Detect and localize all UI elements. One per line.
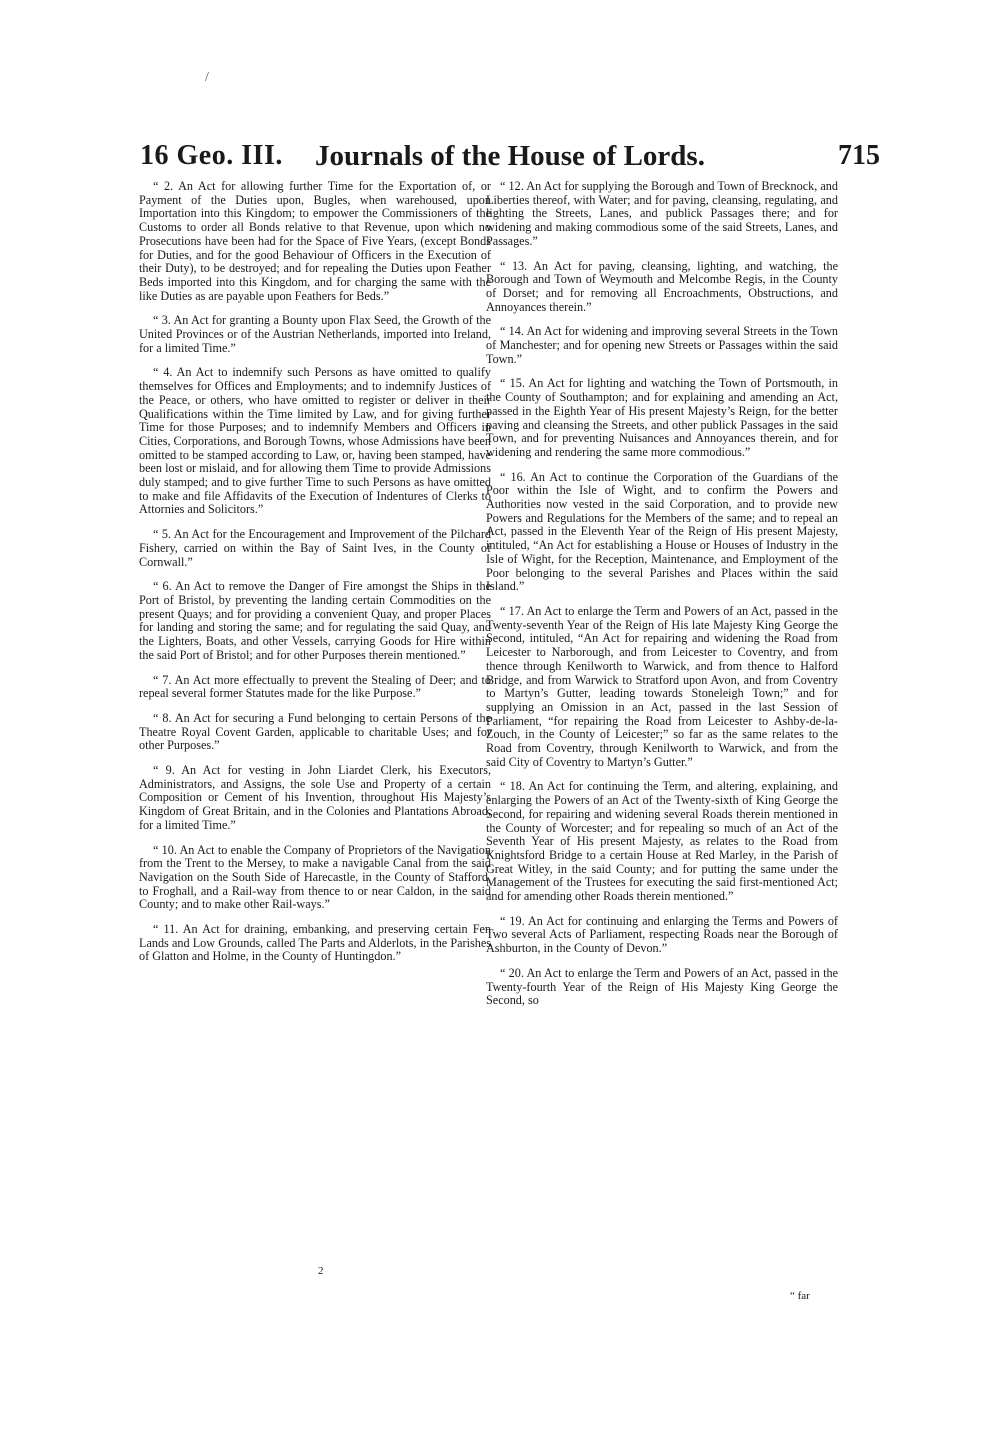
act-entry: “ 7. An Act more effectually to prevent the Stealing of Deer; and to repeal several former Statutes made for the like Purpose.” <box>139 672 491 701</box>
act-entry: “ 11. An Act for draining, embanking, and preserving certain Fen Lands and Low Grounds, called The Parts and Alderlots, in the Parishes of Glatton and Holme, in the County of Huntingdon.” <box>139 922 491 964</box>
signature-mark: 2 <box>318 1265 324 1277</box>
regnal-year: 16 Geo. III. <box>140 140 283 171</box>
act-entry: “ 13. An Act for paving, cleansing, lighting, and watching, the Borough and Town of Weymouth and Melcombe Regis, in the County of Dorset; and for removing all Encroachments, Obstructions, and Annoyances therein.” <box>486 258 838 314</box>
act-entry: “ 4. An Act to indemnify such Persons as have omitted to qualify themselves for Offices and Employments; and to indemnify Justices of the Peace, or others, who have omitted to register or deliver in their Qualifications within the Time limited by Law, and for giving further Time for those Purposes; and to indemnify Members and Officers in Cities, Corporations, and Borough Towns, whose Admissions have been omitted to be stamped according to Law, or, having been stamped, have been lost or mislaid, and for allowing them Time to provide Admissions duly stamped; and to give further Time to such Persons as have omitted to make and file Affidavits of the Execution of Indentures of Clerks to Attornies and Solicitors.” <box>139 365 491 517</box>
act-entry: “ 14. An Act for widening and improving several Streets in the Town of Manchester; and for opening new Streets or Passages within the said Town.” <box>486 324 838 366</box>
act-entry: “ 2. An Act for allowing further Time for the Exportation of, or Payment of the Duties upon, Bugles, when warehoused, upon Importation into this Kingdom; to empower the Commissioners of the Customs to order all Bonds relative to that Revenue, upon which no Prosecutions have been had for the Space of Five Years, (except Bonds for Duties, and for the good Behaviour of Officers in the Execution of their Duty), to be destroyed; and for repealing the Duties upon Feather Beds imported into this Kingdom, and for charging the same with the like Duties as are payable upon Feathers for Beds.” <box>139 179 491 303</box>
act-entry: “ 6. An Act to remove the Danger of Fire amongst the Ships in the Port of Bristol, by preventing the landing certain Commodities on the present Quays; and for providing a convenient Quay, and proper Places for landing and storing the same; and for regulating the said Quay, and the Lighters, Boats, and other Vessels, carrying Goods for Hire within the said Port of Bristol; and for other Purposes therein mentioned.” <box>139 579 491 662</box>
catchword: “ far <box>790 1290 810 1302</box>
act-entry: “ 15. An Act for lighting and watching the Town of Portsmouth, in the County of Southampton; and for explaining and amending an Act, passed in the Eighth Year of His present Majesty’s Reign, for the better paving and cleansing the Streets, and other publick Passages in the said Town, and for preventing Nuisances and Annoyances therein, and for widening and rendering the same more commodious.” <box>486 376 838 459</box>
act-entry: “ 18. An Act for continuing the Term, and altering, explaining, and enlarging the Powers of an Act of the Twenty-sixth of King George the Second, for repairing and widening several Roads therein mentioned in the County of Worcester; and for repealing so much of an Act of the Seventh Year of His present Majesty, as relates to the Road from Knightsford Bridge to a certain House at Red Marley, in the Parish of Great Witley, in the said County; and for putting the same under the Management of the Trustees for executing the said first-mentioned Act; and for amending other Roads therein mentioned.” <box>486 779 838 904</box>
act-entry: “ 5. An Act for the Encouragement and Improvement of the Pilchard Fishery, carried on within the Bay of Saint Ives, in the County of Cornwall.” <box>139 527 491 569</box>
act-entry: “ 17. An Act to enlarge the Term and Powers of an Act, passed in the Twenty-seventh Year of the Reign of His late Majesty King George the Second, intituled, “An Act for repairing and widening the Road from Leicester to Narborough, and from Leicester to Coventry, and from thence through Kenilworth to Warwick, and from thence to Halford Bridge, and from Warwick to Stratford upon Avon, and from Coventry to Martyn’s Gutter, leading towards Stoneleigh Town;” and for supplying an Omission in an Act, passed in the last Session of Parliament, “for repairing the Road from Leicester to Ashby-de-la-Zouch, in the County of Leicester;” so far as the same relates to the Road from Coventry, through Kenilworth to Warwick, and from the said City of Coventry to Martyn’s Gutter.” <box>486 603 838 769</box>
act-entry: “ 10. An Act to enable the Company of Proprietors of the Navigation from the Trent to the Mersey, to make a navigable Canal from the said Navigation on the South Side of Harecastle, in the County of Stafford, to Froghall, and a Rail-way from thence to or near Caldon, in the said County; and to make other Rail-ways.” <box>139 842 491 912</box>
journal-title: Journals of the House of Lords. <box>315 140 705 172</box>
act-entry: “ 3. An Act for granting a Bounty upon Flax Seed, the Growth of the United Provinces or of the Austrian Netherlands, imported into Ireland, for a limited Time.” <box>139 313 491 355</box>
left-column <box>139 180 491 975</box>
act-entry: “ 16. An Act to continue the Corporation of the Guardians of the Poor within the Isle of Wight, and to confirm the Powers and Authorities now vested in the said Corporation, and to provide new Powers and Regulations for the Members of the same; and to repeal an Act, passed in the Eleventh Year of the Reign of His present Majesty, intituled, “An Act for establishing a House or Houses of Industry in the Isle of Wight, for the Reception, Maintenance, and Employment of the Poor belonging to the several Parishes and Places within the said Island.” <box>486 469 838 594</box>
act-entry: “ 12. An Act for supplying the Borough and Town of Brecknock, and Liberties thereof, with Water; and for paving, cleansing, regulating, and lighting the Streets, Lanes, and publick Passages there; and for widening and making commodious some of the said Streets, Lanes, and Passages.” <box>486 179 838 248</box>
act-entry: “ 20. An Act to enlarge the Term and Powers of an Act, passed in the Twenty-fourth Year of the Reign of His Majesty King George the Second, so <box>486 965 838 1008</box>
act-entry: “ 8. An Act for securing a Fund belonging to certain Persons of the Theatre Royal Covent Garden, applicable to charitable Uses; and for other Purposes.” <box>139 710 491 753</box>
stray-mark: / <box>205 70 209 85</box>
act-entry: “ 9. An Act for vesting in John Liardet Clerk, his Executors, Administrators, and Assigns, the sole Use and Property of a certain Composition or Cement of his Invention, throughout His Majesty’s Kingdom of Great Britain, and in the Colonies and Plantations Abroad, for a limited Time.” <box>139 763 491 832</box>
page-number: 715 <box>838 140 880 171</box>
page-header <box>140 140 880 180</box>
act-entry: “ 19. An Act for continuing and enlarging the Terms and Powers of Two several Acts of Parliament, respecting Roads near the Borough of Ashburton, in the County of Devon.” <box>486 913 838 956</box>
right-column <box>486 180 838 1019</box>
